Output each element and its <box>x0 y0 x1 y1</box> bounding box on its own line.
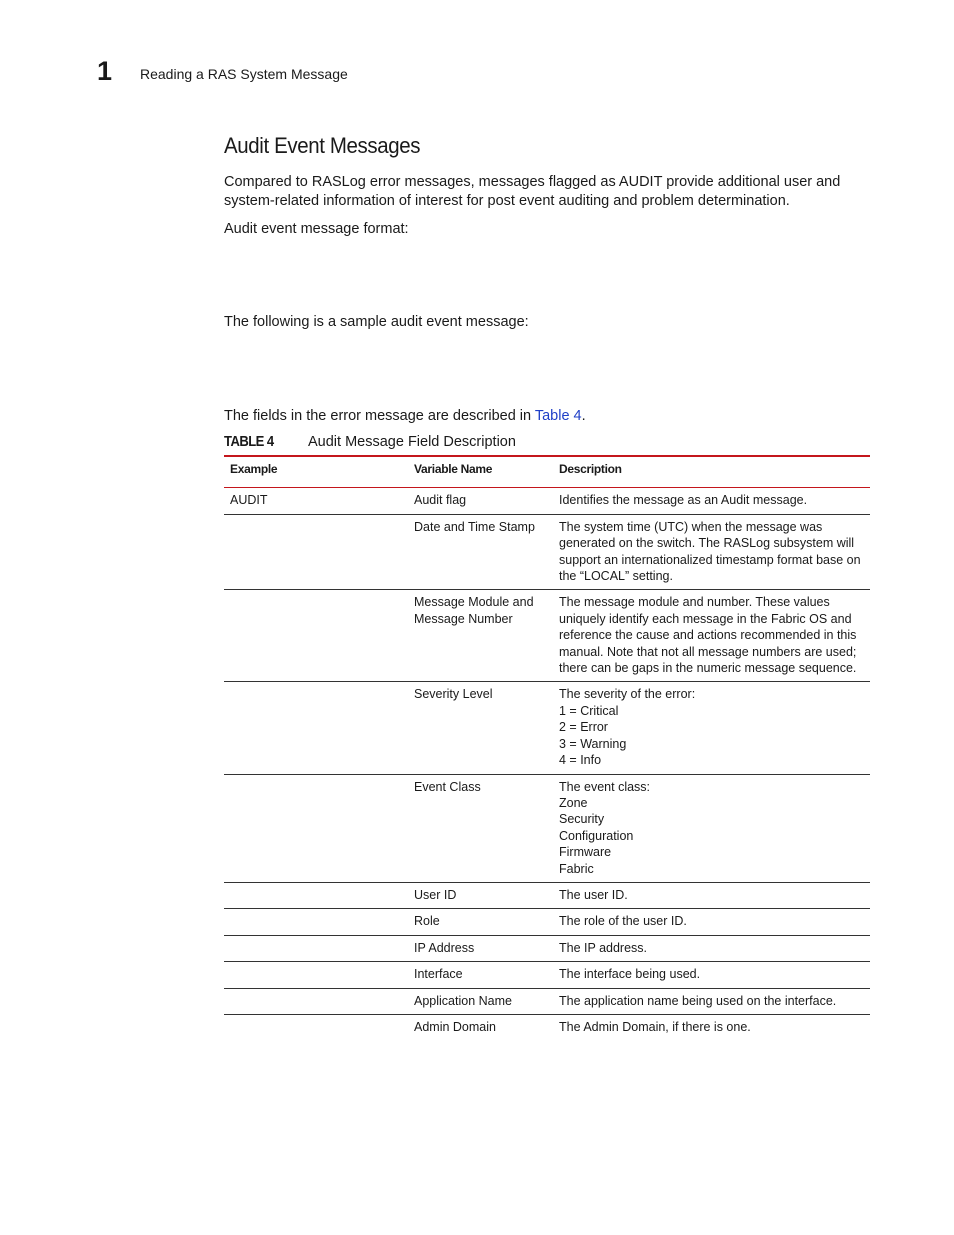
cell-example <box>224 1014 408 1040</box>
cell-variable-name: Severity Level <box>414 687 493 702</box>
description-line: 3 = Warning <box>559 736 627 751</box>
cell-description <box>553 882 870 908</box>
description-line: 2 = Error <box>559 720 608 735</box>
description-line: Identifies the message as an Audit message. <box>559 493 808 508</box>
description-line: 1 = Critical <box>559 703 619 718</box>
cell-description <box>553 774 870 882</box>
cell-variable-name: IP Address <box>414 940 475 955</box>
cell-description <box>553 488 870 514</box>
description-line: The Admin Domain, if there is one. <box>559 1019 751 1034</box>
cell-variable-name: Message Module and Message Number <box>414 595 534 626</box>
description-line: Security <box>559 812 605 827</box>
cell-description <box>553 935 870 961</box>
cell-description <box>553 682 870 774</box>
cell-example <box>224 682 408 774</box>
table-row <box>224 1014 870 1040</box>
cell-description <box>553 514 870 590</box>
sample-label: The following is a sample audit event message: <box>224 314 529 330</box>
cell-description <box>553 590 870 682</box>
cell-example: AUDIT <box>230 493 268 508</box>
cell-variable-name: Date and Time Stamp <box>414 519 535 534</box>
table-row <box>224 962 870 988</box>
audit-field-table <box>224 455 870 1040</box>
cell-variable-name: User ID <box>414 887 457 902</box>
running-header: Reading a RAS System Message <box>140 66 348 82</box>
cell-example <box>224 774 408 882</box>
description-line: The application name being used on the interface. <box>559 993 837 1008</box>
table-row <box>224 488 870 514</box>
description-line: The user ID. <box>559 887 628 902</box>
description-line: The message module and number. These values uniquely identify each message in the Fabric OS and reference the cause and actions recommended in this manual. Note that not all message numbers are used; there can be gaps in the numeric message sequence. <box>559 595 857 676</box>
cell-description <box>553 909 870 935</box>
table-row <box>224 909 870 935</box>
table-row <box>224 935 870 961</box>
description-line: Zone <box>559 795 588 810</box>
cell-example <box>224 988 408 1014</box>
description-line: The interface being used. <box>559 967 701 982</box>
column-header-variable-name: Variable Name <box>414 462 493 476</box>
description-line: 4 = Info <box>559 753 602 768</box>
column-header-example: Example <box>230 462 278 476</box>
cell-example <box>224 882 408 908</box>
table-tag: TABLE 4 <box>224 434 274 450</box>
description-line: Fabric <box>559 861 594 876</box>
description-line: Configuration <box>559 828 634 843</box>
fields-text: The fields in the error message are described in <box>224 408 535 424</box>
cell-variable-name: Application Name <box>414 993 512 1008</box>
cell-example <box>224 590 408 682</box>
cell-variable-name: Audit flag <box>414 493 467 508</box>
description-line: The system time (UTC) when the message was generated on the switch. The RASLog subsystem will support an internationalized timestamp format base on the “LOCAL” setting. <box>559 519 861 584</box>
description-line: The role of the user ID. <box>559 914 687 929</box>
cell-description <box>553 1014 870 1040</box>
column-header-description: Description <box>559 462 622 476</box>
table-row <box>224 774 870 882</box>
table-row <box>224 682 870 774</box>
cell-variable-name: Admin Domain <box>414 1019 496 1034</box>
description-line: The IP address. <box>559 940 648 955</box>
table-4-link[interactable]: Table 4 <box>534 408 582 424</box>
table-row <box>224 882 870 908</box>
table-row <box>224 590 870 682</box>
description-line: The event class: <box>559 779 651 794</box>
fields-text-end: . <box>581 408 586 424</box>
cell-example <box>224 909 408 935</box>
cell-variable-name: Role <box>414 914 440 929</box>
table-header-row <box>224 456 870 488</box>
cell-description <box>553 988 870 1014</box>
table-caption <box>224 433 870 452</box>
table-row <box>224 514 870 590</box>
table-title: Audit Message Field Description <box>308 434 516 450</box>
format-label: Audit event message format: <box>224 221 409 237</box>
description-line: The severity of the error: <box>559 687 696 702</box>
cell-example <box>224 962 408 988</box>
cell-example <box>224 514 408 590</box>
cell-description <box>553 962 870 988</box>
intro-paragraph: Compared to RASLog error messages, messages flagged as AUDIT provide additional user and system-related information of interest for post event auditing and problem determination. <box>224 174 841 209</box>
cell-variable-name: Interface <box>414 967 463 982</box>
cell-example <box>224 935 408 961</box>
cell-variable-name: Event Class <box>414 779 481 794</box>
chapter-number: 1 <box>97 56 113 86</box>
description-line: Firmware <box>559 845 612 860</box>
table-row <box>224 988 870 1014</box>
section-title: Audit Event Messages <box>224 133 421 158</box>
fields-reference-paragraph <box>224 407 864 426</box>
